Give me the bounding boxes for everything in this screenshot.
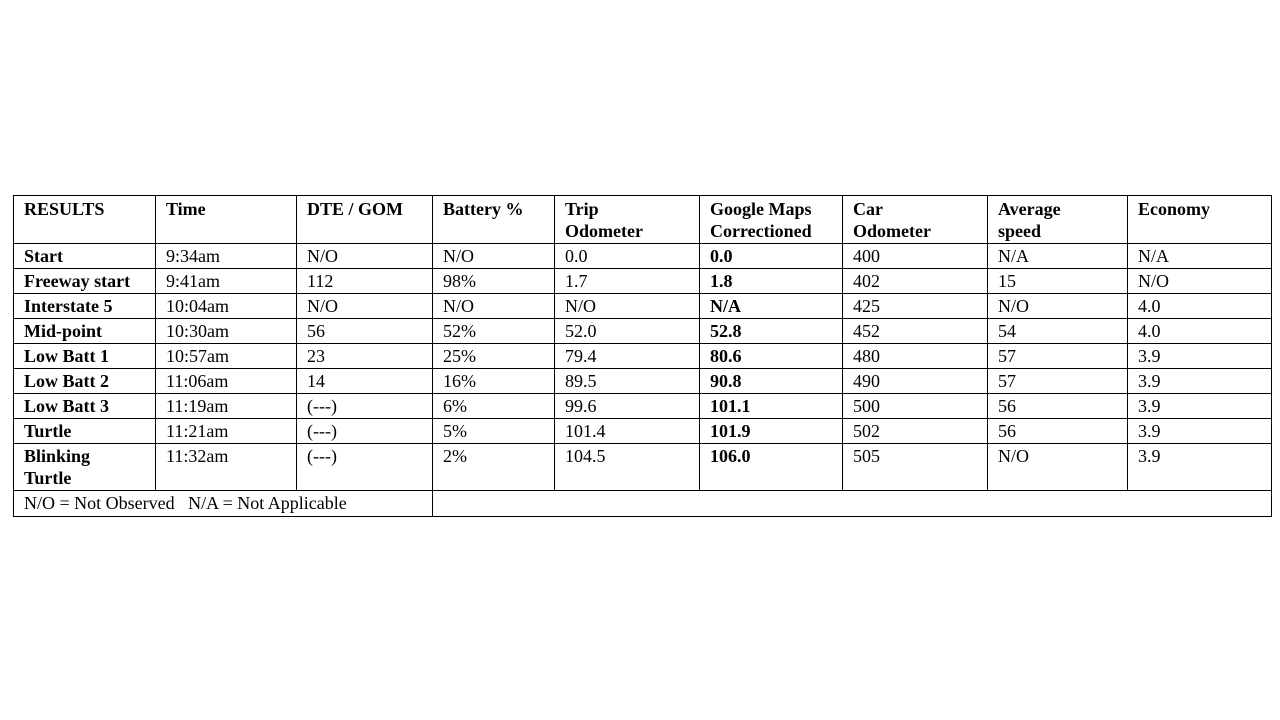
table-row xyxy=(14,344,1272,369)
table-row xyxy=(14,319,1272,344)
table-cell: 25% xyxy=(433,344,555,369)
row-label xyxy=(14,319,156,344)
table-row xyxy=(14,444,1272,491)
row-label-text: Start xyxy=(24,246,63,266)
table-cell: 425 xyxy=(843,294,988,319)
table-row xyxy=(14,269,1272,294)
column-header xyxy=(297,196,433,244)
table-cell: 3.9 xyxy=(1128,419,1272,444)
table-row xyxy=(14,244,1272,269)
column-header-text: Average xyxy=(998,199,1061,219)
table-cell: (---) xyxy=(297,444,433,491)
row-label xyxy=(14,269,156,294)
row-label-text: Blinking xyxy=(24,446,91,466)
row-label xyxy=(14,394,156,419)
table-cell: 0.0 xyxy=(555,244,700,269)
table-cell: 10:57am xyxy=(156,344,297,369)
table-cell: N/O xyxy=(988,444,1128,491)
table-cell: 99.6 xyxy=(555,394,700,419)
footnote-empty-cell xyxy=(433,491,1272,517)
table-cell: 5% xyxy=(433,419,555,444)
table-cell: 11:06am xyxy=(156,369,297,394)
table-cell: 101.9 xyxy=(700,419,843,444)
table-cell: 54 xyxy=(988,319,1128,344)
table-cell: 505 xyxy=(843,444,988,491)
table-cell: 89.5 xyxy=(555,369,700,394)
table-cell: 502 xyxy=(843,419,988,444)
row-label xyxy=(14,344,156,369)
table-cell: 52.8 xyxy=(700,319,843,344)
row-label xyxy=(14,444,156,491)
table-cell: 16% xyxy=(433,369,555,394)
table-row xyxy=(14,394,1272,419)
table-cell: 14 xyxy=(297,369,433,394)
column-header xyxy=(555,196,700,244)
row-label-text: Low Batt 3 xyxy=(24,396,109,416)
column-header-text: Time xyxy=(166,199,206,219)
table-cell: 500 xyxy=(843,394,988,419)
table-cell: 101.4 xyxy=(555,419,700,444)
table-cell: 106.0 xyxy=(700,444,843,491)
column-header-text: Car xyxy=(853,199,883,219)
table-cell: 52% xyxy=(433,319,555,344)
table-cell: 79.4 xyxy=(555,344,700,369)
row-label-text: Turtle xyxy=(24,421,72,441)
table-cell: N/A xyxy=(700,294,843,319)
row-label-text: Interstate 5 xyxy=(24,296,113,316)
table-cell: 402 xyxy=(843,269,988,294)
table-header xyxy=(14,196,1272,244)
table-row xyxy=(14,369,1272,394)
table-cell: 23 xyxy=(297,344,433,369)
column-header xyxy=(700,196,843,244)
column-header-text: Odometer xyxy=(565,221,643,241)
table-cell: 104.5 xyxy=(555,444,700,491)
table-cell: 15 xyxy=(988,269,1128,294)
column-header-text: speed xyxy=(998,221,1042,241)
table-cell: N/O xyxy=(555,294,700,319)
table-cell: 9:41am xyxy=(156,269,297,294)
table-cell: 480 xyxy=(843,344,988,369)
table-cell: 56 xyxy=(297,319,433,344)
table-cell: 2% xyxy=(433,444,555,491)
table-cell: 3.9 xyxy=(1128,369,1272,394)
table-cell: 11:21am xyxy=(156,419,297,444)
table-cell: 56 xyxy=(988,394,1128,419)
table-cell: 0.0 xyxy=(700,244,843,269)
table-cell: 57 xyxy=(988,369,1128,394)
table-cell: 452 xyxy=(843,319,988,344)
table-row xyxy=(14,419,1272,444)
table-cell: N/O xyxy=(433,244,555,269)
column-header xyxy=(988,196,1128,244)
column-header-text: Odometer xyxy=(853,221,931,241)
table-cell: 4.0 xyxy=(1128,294,1272,319)
row-label-text: Mid-point xyxy=(24,321,103,341)
header-row xyxy=(14,196,1272,244)
table-cell: 11:19am xyxy=(156,394,297,419)
row-label xyxy=(14,294,156,319)
table-cell: N/O xyxy=(297,294,433,319)
table-body xyxy=(14,244,1272,491)
table-cell: 57 xyxy=(988,344,1128,369)
table-cell: 90.8 xyxy=(700,369,843,394)
table-cell: 9:34am xyxy=(156,244,297,269)
table-cell: 98% xyxy=(433,269,555,294)
table-cell: 3.9 xyxy=(1128,444,1272,491)
column-header-text: Battery % xyxy=(443,199,524,219)
table-cell: 3.9 xyxy=(1128,394,1272,419)
column-header-text: DTE / GOM xyxy=(307,199,404,219)
table-cell: 3.9 xyxy=(1128,344,1272,369)
table-cell: N/A xyxy=(988,244,1128,269)
table-row xyxy=(14,294,1272,319)
table-cell: N/O xyxy=(1128,269,1272,294)
table-cell: 56 xyxy=(988,419,1128,444)
table-cell: (---) xyxy=(297,419,433,444)
table-cell: 400 xyxy=(843,244,988,269)
row-label-text: Turtle xyxy=(24,468,72,488)
column-header xyxy=(14,196,156,244)
footnote-row xyxy=(14,491,1272,517)
table-cell: 80.6 xyxy=(700,344,843,369)
table-cell: 11:32am xyxy=(156,444,297,491)
footnote: N/O = Not Observed N/A = Not Applicable xyxy=(14,491,433,517)
column-header-text: RESULTS xyxy=(24,199,105,219)
table-cell: N/A xyxy=(1128,244,1272,269)
table-footer xyxy=(14,491,1272,517)
table-cell: 1.8 xyxy=(700,269,843,294)
column-header-text: Google Maps xyxy=(710,199,812,219)
table-cell: 52.0 xyxy=(555,319,700,344)
row-label-text: Freeway start xyxy=(24,271,131,291)
column-header xyxy=(1128,196,1272,244)
table-cell: 4.0 xyxy=(1128,319,1272,344)
column-header-text: Trip xyxy=(565,199,599,219)
row-label-text: Low Batt 2 xyxy=(24,371,109,391)
table-cell: N/O xyxy=(988,294,1128,319)
table-cell: 10:04am xyxy=(156,294,297,319)
results-table xyxy=(13,195,1272,517)
row-label xyxy=(14,244,156,269)
table-cell: 112 xyxy=(297,269,433,294)
table-cell: N/O xyxy=(433,294,555,319)
table-cell: N/O xyxy=(297,244,433,269)
column-header xyxy=(156,196,297,244)
table-cell: 10:30am xyxy=(156,319,297,344)
column-header-text: Economy xyxy=(1138,199,1210,219)
table-cell: 101.1 xyxy=(700,394,843,419)
table-cell: 490 xyxy=(843,369,988,394)
row-label-text: Low Batt 1 xyxy=(24,346,109,366)
row-label xyxy=(14,419,156,444)
row-label xyxy=(14,369,156,394)
column-header-text: Correctioned xyxy=(710,221,812,241)
table-cell: 1.7 xyxy=(555,269,700,294)
table-cell: 6% xyxy=(433,394,555,419)
column-header xyxy=(433,196,555,244)
column-header xyxy=(843,196,988,244)
table-cell: (---) xyxy=(297,394,433,419)
